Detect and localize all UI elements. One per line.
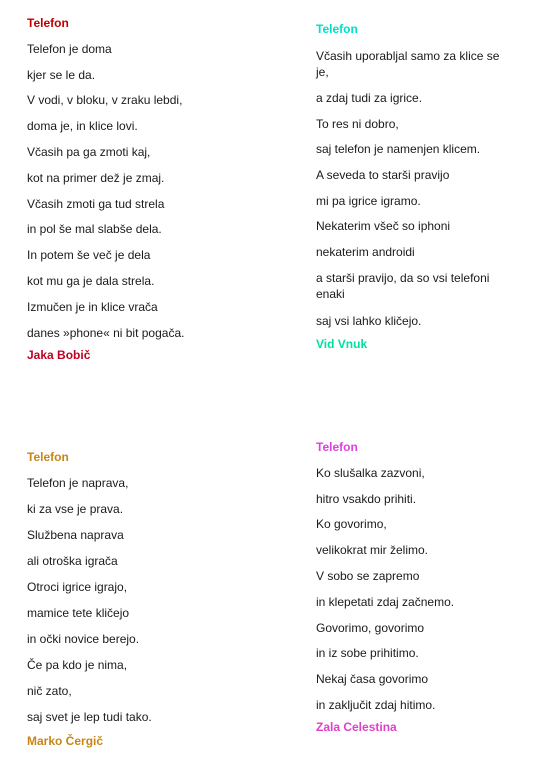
poem-title: Telefon — [316, 22, 358, 36]
poem-author: Marko Čergič — [27, 734, 104, 748]
poem-line: saj svet je lep tudi tako. — [27, 710, 152, 724]
poem-line: ki za vse je prava. — [27, 502, 124, 516]
poem-marko-cergic — [27, 450, 267, 748]
poem-line: hitro vsakdo prihiti. — [316, 491, 417, 506]
poem-line: Telefon je naprava, — [27, 476, 129, 490]
poem-line: mamice tete kličejo — [27, 606, 130, 620]
poem-line: kot na primer dež je zmaj. — [27, 170, 165, 185]
poem-line: Nekaj časa govorimo — [316, 672, 429, 687]
poem-author: Jaka Bobič — [27, 347, 91, 362]
poem-vid-vnuk — [316, 22, 512, 351]
poem-line: a starši pravijo, da so vsi telefoni enaki — [316, 271, 490, 302]
poem-line: Če pa kdo je nima, — [27, 658, 128, 672]
poem-line: To res ni dobro, — [316, 116, 399, 131]
poem-line: in klepetati zdaj začnemo. — [316, 594, 455, 609]
poem-author: Zala Celestina — [316, 719, 397, 734]
poem-line: in iz sobe prihitimo. — [316, 646, 419, 661]
poem-line: Ko slušalka zazvoni, — [316, 465, 425, 480]
poem-author: Vid Vnuk — [316, 336, 368, 351]
poem-line: Otroci igrice igrajo, — [27, 580, 128, 594]
poem-line: Izmučen je in klice vrača — [27, 299, 158, 314]
poem-line: nič zato, — [27, 684, 72, 698]
poem-title: Telefon — [27, 16, 69, 30]
poem-line: kjer se le da. — [27, 67, 96, 82]
poem-line: V vodi, v bloku, v zraku lebdi, — [27, 93, 183, 108]
poem-line: Službena naprava — [27, 528, 124, 542]
poem-line: danes »phone« ni bit pogača. — [27, 325, 185, 340]
poem-line: in očki novice berejo. — [27, 632, 140, 646]
poem-jaka-bobic — [27, 16, 267, 362]
poem-line: V sobo se zapremo — [316, 568, 420, 583]
poem-line: kot mu ga je dala strela. — [27, 273, 155, 288]
poem-line: A seveda to starši pravijo — [316, 167, 450, 182]
poem-line: ali otroška igrača — [27, 554, 118, 568]
poem-line: Včasih zmoti ga tud strela — [27, 196, 165, 211]
poem-line: Ko govorimo, — [316, 517, 387, 532]
poem-line: Telefon je doma — [27, 41, 112, 56]
poem-line: in zaključit zdaj hitimo. — [316, 697, 436, 712]
poem-line: doma je, in klice lovi. — [27, 119, 138, 134]
poem-line: In potem še več je dela — [27, 248, 151, 263]
poem-line: a zdaj tudi za igrice. — [316, 91, 423, 106]
poem-line: Nekaterim všeč so iphoni — [316, 219, 451, 234]
poem-line: mi pa igrice igramo. — [316, 193, 421, 208]
poem-line: Včasih uporabljal samo za klice se je, — [316, 48, 500, 79]
poem-zala-celestina — [316, 440, 554, 734]
poem-line: Govorimo, govorimo — [316, 620, 425, 635]
poem-line: nekaterim androidi — [316, 244, 415, 259]
poem-line: in pol še mal slabše dela. — [27, 222, 162, 237]
poem-line: Včasih pa ga zmoti kaj, — [27, 144, 151, 159]
poem-title: Telefon — [27, 450, 69, 464]
poem-line: saj telefon je namenjen klicem. — [316, 142, 481, 157]
poem-line: saj vsi lahko kličejo. — [316, 313, 422, 328]
poem-title: Telefon — [316, 440, 358, 454]
poem-line: velikokrat mir želimo. — [316, 543, 429, 558]
